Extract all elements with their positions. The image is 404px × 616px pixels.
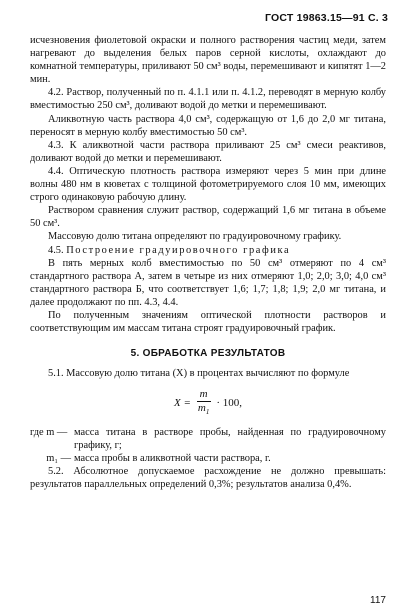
where-m-symbol: где m — <box>30 426 68 438</box>
paragraph-reference-solution: Раствором сравнения служит раствор, содержащий 1,6 мг титана в объеме 50 см³. <box>30 205 386 230</box>
paragraph-calibration-procedure: В пять мерных колб вместимостью по 50 см³ отмеряют по 4 см³ стандартного раствора А, затем в четыре из них отмеряют 1,0; 2,0; 3,0; 4,0 см³ стандартного раствора Б, что соответствует 1,6; 1,7; 1,8; 1,9; 2,0 мг титана, и далее продолжают по пп. 4.3, 4.4. <box>30 257 386 308</box>
formula-lhs: X = <box>173 397 191 410</box>
formula-denominator-subscript: 1 <box>205 408 210 417</box>
paragraph-4-5 <box>30 244 386 257</box>
document-body <box>30 34 386 491</box>
paragraph-mass-fraction: Массовую долю титана определяют по градуировочному графику. <box>48 231 342 243</box>
paragraph-4-3: 4.3. К аликвотной части раствора приливают 25 см³ смеси реактивов, доливают водой до метки и перемешивают. <box>30 139 386 164</box>
formula-numerator: m <box>197 388 211 402</box>
paragraph-4-2: 4.2. Раствор, полученный по п. 4.1.1 или п. 4.1.2, переводят в мерную колбу вместимостью 250 см³, доливают водой до метки и перемешивают. <box>30 87 386 112</box>
where-m1 <box>30 452 386 465</box>
paragraph-4-5-number: 4.5. <box>48 244 64 256</box>
page-number: 117 <box>370 595 386 606</box>
formula-rhs: · 100, <box>216 397 243 410</box>
paragraph-continuation: исчезновения фиолетовой окраски и полного растворения частиц меди, затем нагревают до выделения белых паров серной кислоты, охлаждают до комнатной температуры, приливают 50 см³ воды, перемешивают и кипятят 1—2 мин. <box>30 35 386 86</box>
paragraph-aliquot: Аликвотную часть раствора 4,0 см³, содержащую от 1,6 до 2,0 мг титана, переносят в мерную колбу вместимостью 50 см³. <box>30 113 386 138</box>
paragraph-4-4: 4.4. Оптическую плотность раствора измеряют через 5 мин при длине волны 480 нм в кюветах с толщиной фотометрируемого слоя 10 мм, имеющих строго одинаковую рабочую длину. <box>30 165 386 204</box>
section-heading: 5. ОБРАБОТКА РЕЗУЛЬТАТОВ <box>130 348 286 360</box>
where-m-text: масса титана в растворе пробы, найденная по градуировочному графику, г; <box>74 426 386 451</box>
paragraph-4-5-title: Построение градуировочного графика <box>66 244 291 256</box>
where-m1-symbol: m₁ — <box>46 452 71 464</box>
where-m <box>30 426 386 452</box>
where-m1-text: масса пробы в аликвотной части раствора, г. <box>74 452 271 464</box>
formula-fraction <box>195 388 212 419</box>
formula-denominator <box>195 402 212 419</box>
formula <box>30 388 386 419</box>
paragraph-5-2: 5.2. Абсолютное допускаемое расхождение не должно превышать: результатов параллельных определений 0,3%; результатов анализа 0,4%. <box>30 466 386 491</box>
paragraph-5-1: 5.1. Массовую долю титана (X) в процентах вычисляют по формуле <box>48 368 350 380</box>
page-header: ГОСТ 19863.15—91 С. 3 <box>265 12 388 24</box>
paragraph-calibration-graph: По полученным значениям оптической плотности растворов и соответствующим им массам титана строят градуировочный график. <box>30 309 386 335</box>
formula-denominator-symbol: m <box>197 402 206 415</box>
